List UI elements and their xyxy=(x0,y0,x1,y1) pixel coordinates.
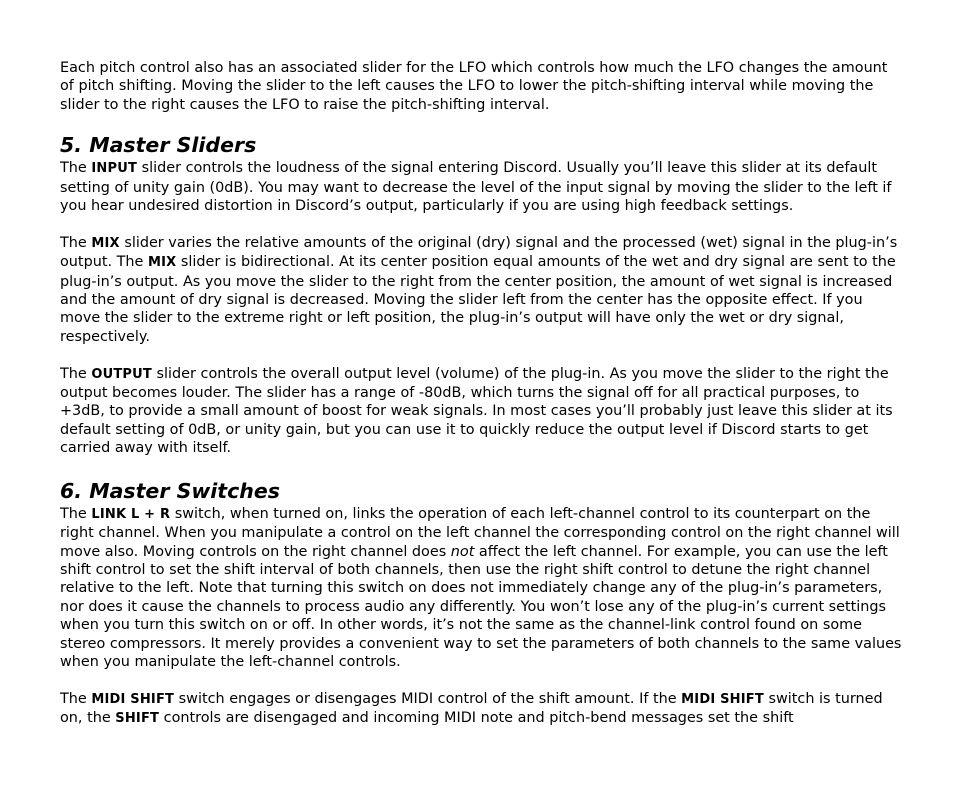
text: The xyxy=(60,690,92,707)
document-page xyxy=(60,59,905,729)
midi-shift-paragraph xyxy=(60,690,905,729)
keyword-mix: MIX xyxy=(91,235,120,251)
link-switch-paragraph xyxy=(60,505,905,672)
section-heading-master-switches: 6. Master Switches xyxy=(60,478,280,503)
text: affect the left channel. For example, you can use the left shift control to set the shift interval of both channels, then use the right shift control to detune the right channel relative to the left. Note that turning this switch on does not immediately change any of the plug-in’s parameters, nor does it cause the channels to process audio any differently. You won’t lose any of the plug-in’s current settings when you turn this switch on or off. In other words, it’s not the same as the channel-link control found on some stereo compressors. It merely provides a convenient way to set the parameters of both channels to the same values when you manipulate the left-channel controls. xyxy=(60,543,902,670)
text: slider controls the loudness of the signal entering Discord. Usually you’ll leave this slider at its default setting of unity gain (0dB). You may want to decrease the level of the input signal by moving the slider to the left if you hear undesired distortion in Discord’s output, particularly if you are using high feedback settings. xyxy=(60,160,892,215)
keyword-mix: MIX xyxy=(147,255,177,271)
intro-paragraph: Each pitch control also has an associated slider for the LFO which controls how much the LFO changes the amount of pitch shifting. Moving the slider to the left causes the LFO to lower the pitch-shifting interval while moving the slider to the right causes the LFO to raise the pitch-shifting interval. xyxy=(60,60,888,113)
text: switch, when turned on, links the operation of each left-channel control to its counterpart on the right channel. When you manipulate a control on the left channel the corresponding control on the right channel will move also. Moving controls on the right channel does xyxy=(60,505,900,560)
section-heading-master-sliders: 5. Master Sliders xyxy=(60,133,257,158)
keyword-output: OUTPUT xyxy=(91,366,152,382)
text: slider controls the overall output level (volume) of the plug-in. As you move the slider to the right the output becomes louder. The slider has a range of -80dB, which turns the signal off for all practical purposes, to +3dB, to provide a small amount of boost for weak signals. In most cases you’ll probably just leave this slider at its default setting of 0dB, or unity gain, but you can use it to quickly reduce the output level if Discord starts to get carried away with itself. xyxy=(60,365,893,457)
text: The xyxy=(60,234,92,251)
text: slider is bidirectional. At its center position equal amounts of the wet and dry signal are sent to the plug-in’s output. As you move the slider to the right from the center position, the amount of wet signal is increased and the amount of dry signal is decreased. Moving the slider left from the center has the opposite effect. If you move the slider to the extreme right or left position, the plug-in’s output will have only the wet or dry signal, respectively. xyxy=(60,254,896,345)
keyword-input: INPUT xyxy=(91,161,138,177)
keyword-shift: SHIFT xyxy=(115,711,160,727)
keyword-link: LINK L + R xyxy=(91,506,171,522)
emphasis-not: not xyxy=(450,543,475,560)
keyword-midi-shift: MIDI SHIFT xyxy=(91,691,175,707)
text: slider varies the relative amounts of the original (dry) signal and the processed (wet) signal in the plug-in’s output. The xyxy=(60,234,898,271)
keyword-midi-shift: MIDI SHIFT xyxy=(681,691,764,707)
text: switch is turned on, the xyxy=(60,690,883,727)
text: The xyxy=(60,505,92,522)
text: The xyxy=(60,365,92,382)
text: switch engages or disengages MIDI control of the shift amount. If the xyxy=(174,690,682,707)
text: controls are disengaged and incoming MIDI note and pitch-bend messages set the shift xyxy=(159,710,794,727)
mix-slider-paragraph xyxy=(60,234,905,346)
output-slider-paragraph xyxy=(60,365,905,458)
text: The xyxy=(60,160,92,177)
input-slider-paragraph xyxy=(60,159,905,215)
